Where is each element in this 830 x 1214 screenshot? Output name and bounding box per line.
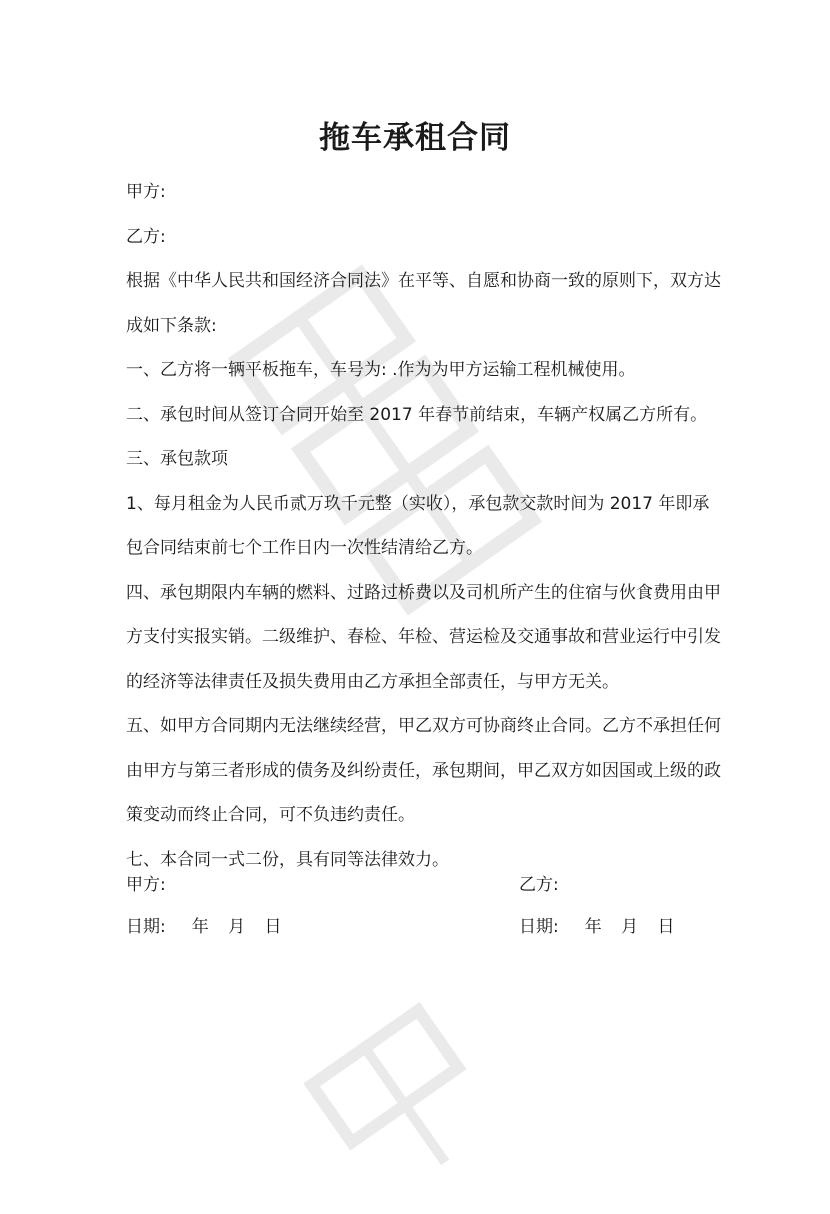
- party-a-label: 甲方:: [126, 182, 166, 202]
- signature-party-a: 甲方:: [126, 875, 166, 895]
- signature-date-a: [126, 912, 282, 942]
- paragraph-clause-5: 五、如甲方合同期内无法继续经营，甲乙双方可协商终止合同。乙方不承担任何由甲方与第三者形成的债务及纠纷责任，承包期间，甲乙双方如因国或上级的政策变动而终止合同，可不负违约责任。: [126, 716, 721, 825]
- document-title: 拖车承租合同: [319, 120, 511, 156]
- signature-date-b: [519, 912, 675, 942]
- date-fields: 年 月 日: [584, 917, 675, 937]
- paragraph-clause-4: 四、承包期限内车辆的燃料、过路过桥费以及司机所产生的住宿与伙食费用由甲方支付实报实销。二级维护、春检、年检、营运检及交通事故和营业运行中引发的经济等法律责任及损失费用由乙方承担全部责任，与甲方无关。: [126, 582, 721, 692]
- party-b-label: 乙方:: [126, 226, 166, 247]
- watermark-icon: [298, 996, 513, 1213]
- document-body: [126, 170, 726, 882]
- paragraph-clause-2: 二、承包时间从签订合同开始至 2017 年春节前结束，车辆产权属乙方所有。: [126, 404, 708, 425]
- paragraph-clause-3: 三、承包款项: [126, 449, 228, 469]
- paragraph-clause-7: 七、本合同一式二份，具有同等法律效力。: [126, 849, 449, 870]
- signature-party-b: 乙方:: [519, 875, 559, 895]
- paragraph-clause-3-1: 1、每月租金为人民币贰万玖千元整（实收），承包款交款时间为 2017 年即承包合同结束前七个工作日内一次性结清给乙方。: [126, 493, 710, 558]
- date-fields: 年 月 日: [191, 917, 282, 937]
- paragraph-preamble: 根据《中华人民共和国经济合同法》在平等、自愿和协商一致的原则下，双方达成如下条款:: [126, 271, 721, 336]
- paragraph-clause-1: 一、乙方将一辆平板拖车，车号为: .作为为甲方运输工程机械使用。: [126, 360, 636, 380]
- date-label: 日期:: [519, 917, 559, 937]
- date-label: 日期:: [126, 917, 166, 937]
